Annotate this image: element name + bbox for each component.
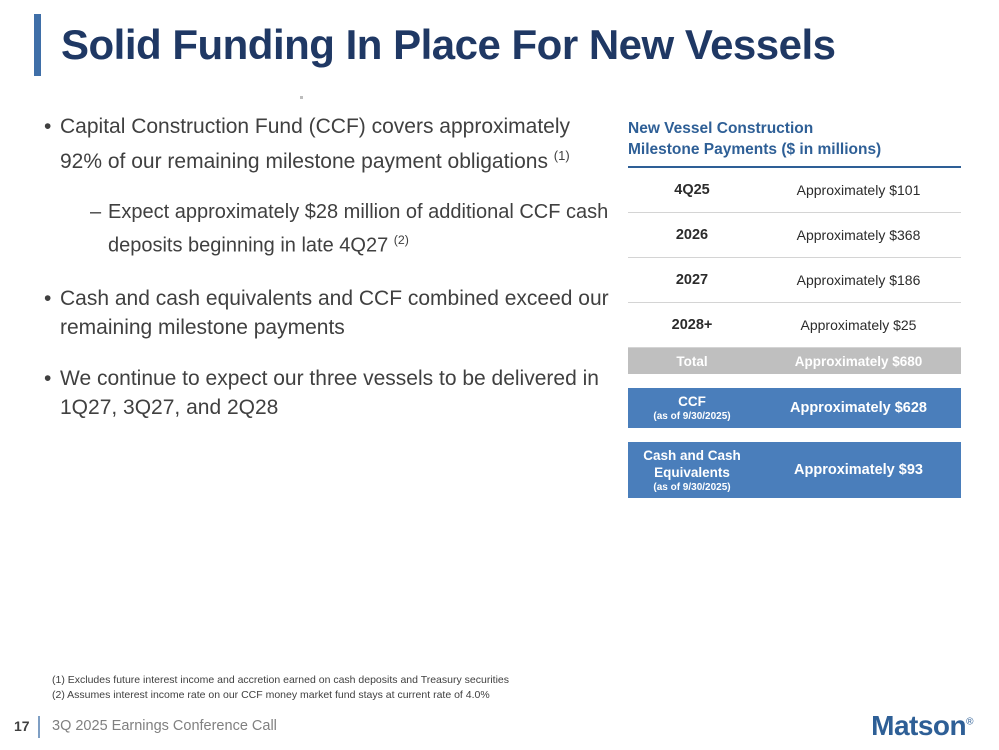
table-row [628, 303, 961, 348]
cash-label-line-1: Cash and Cash [643, 447, 741, 463]
table-cell-period: 2026 [675, 227, 709, 243]
bullet-marker-icon: • [44, 366, 52, 390]
bullet-text-2: Cash and cash equivalents and CCF combined exceed our remaining milestone payments [60, 286, 609, 339]
table-cell-amount: Approximately $101 [796, 182, 921, 198]
bullet-list [44, 112, 614, 444]
bullet-footnote-ref-1: (1) [553, 148, 570, 163]
sub-bullet-text [108, 198, 614, 260]
footer-divider [38, 716, 40, 738]
table-cell-amount: Approximately $25 [800, 317, 917, 333]
table-total-row [628, 348, 961, 374]
bullet-item-1 [44, 112, 614, 176]
cash-sublabel: (as of 9/30/2025) [653, 481, 731, 493]
title-row [34, 14, 836, 76]
cash-label-group [628, 447, 756, 494]
table-cell-period: 4Q25 [674, 182, 710, 198]
table-row [628, 168, 961, 213]
footer-text: 3Q 2025 Earnings Conference Call [52, 718, 277, 734]
cash-amount: Approximately $93 [794, 462, 923, 478]
bullet-item-3 [44, 364, 614, 422]
table-cell-period: 2028+ [671, 317, 713, 333]
logo-text: Matson [871, 710, 967, 741]
sub-bullet-text-main: Expect approximately $28 million of additional CCF cash deposits beginning in late 4Q27 [108, 201, 609, 257]
table-title [628, 118, 961, 168]
bullet-marker-icon: • [44, 286, 52, 310]
bullet-text-1 [60, 112, 614, 176]
bullet-marker-icon: • [44, 115, 52, 138]
stray-mark [300, 96, 303, 99]
table-title-line-1: New Vessel Construction [628, 120, 814, 137]
table-total-label: Total [676, 353, 708, 369]
bullet-text-1-main: Capital Construction Fund (CCF) covers approximately 92% of our remaining milestone payment obligations [60, 115, 571, 173]
table-total-amount: Approximately $680 [794, 353, 923, 369]
ccf-label-group [628, 393, 756, 423]
ccf-amount: Approximately $628 [789, 400, 927, 416]
sub-bullet-marker-icon: – [90, 201, 102, 223]
table-title-line-2: Milestone Payments ($ in millions) [628, 141, 882, 158]
ccf-callout [628, 388, 961, 428]
sub-bullet-item [90, 198, 614, 260]
cash-label-line-2: Equivalents [654, 464, 730, 480]
footnotes [52, 673, 509, 703]
table-cell-period: 2027 [675, 272, 709, 288]
slide-footer [0, 710, 999, 750]
title-accent-bar [34, 14, 41, 76]
table-cell-amount: Approximately $186 [796, 272, 921, 288]
ccf-sublabel: (as of 9/30/2025) [653, 411, 731, 422]
logo-trademark: ® [966, 716, 973, 728]
sub-bullet-footnote-ref: (2) [393, 233, 409, 247]
page-title: Solid Funding In Place For New Vessels [61, 21, 836, 68]
bullet-item-2 [44, 284, 614, 342]
cash-equivalents-callout [628, 442, 961, 498]
footnote-2: (2) Assumes interest income rate on our CCF money market fund stays at current rate of 4.0% [52, 689, 490, 701]
matson-logo [871, 710, 973, 742]
page-number: 17 [14, 718, 30, 734]
ccf-label: CCF [678, 394, 706, 409]
table-row [628, 258, 961, 303]
milestone-payments-table [628, 118, 961, 498]
bullet-text-3: We continue to expect our three vessels to be delivered in 1Q27, 3Q27, and 2Q28 [60, 366, 599, 419]
footnote-1: (1) Excludes future interest income and accretion earned on cash deposits and Treasury securities [52, 674, 509, 686]
table-cell-amount: Approximately $368 [796, 227, 921, 243]
table-row [628, 213, 961, 258]
